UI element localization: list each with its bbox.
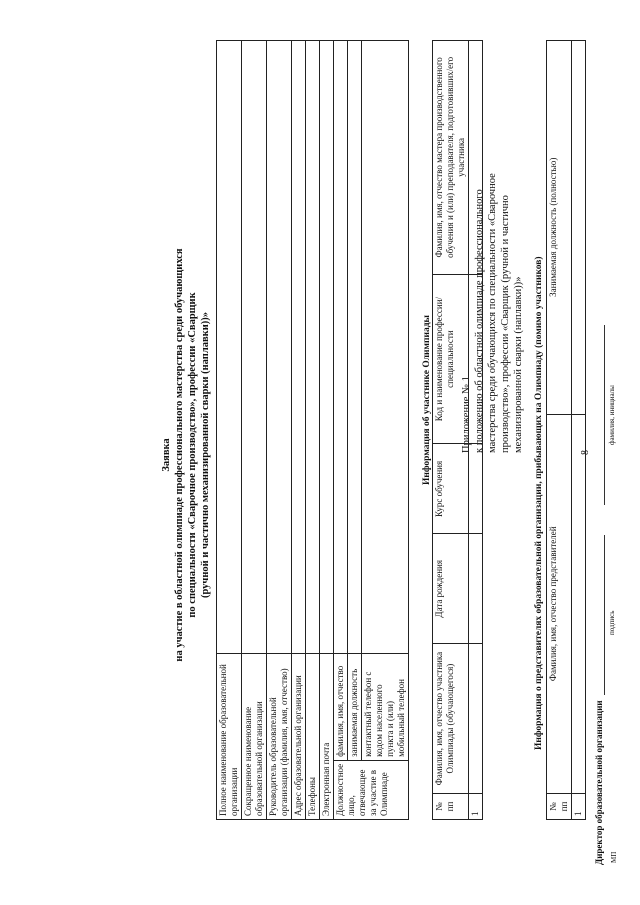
annex-line: производство», профессии «Сварщик (ручной и частично [500, 195, 511, 453]
signature-caption: подпись [608, 610, 616, 635]
annex-line: к положению об областной олимпиаде профессионального [474, 189, 485, 453]
participant-header-birth: Дата рождения [433, 534, 469, 644]
responsible-person-label: Должностное лицо, отвечающее за участие в Олимпиаде [334, 760, 409, 819]
org-full-name-field[interactable] [217, 41, 242, 654]
signature-line [604, 535, 605, 695]
participant-header-mentor: Фамилия, имя, отчество мастера производственного обучения и (или) преподавателя, подготовивших/его участника [433, 41, 469, 275]
reps-position-field[interactable] [572, 41, 586, 415]
reps-header-name: Фамилия, имя, отчество представителей [547, 414, 572, 794]
participant-header-specialty: Код и наименование профессии/специальности [433, 274, 469, 444]
org-short-name-field[interactable] [242, 41, 267, 654]
participant-row-num: 1 [469, 794, 483, 820]
responsible-name-label: фамилия, имя, отчество [334, 653, 348, 760]
annex-line: механизированной сварки (наплавки))» [513, 276, 524, 453]
representatives-table [546, 40, 586, 820]
participant-header-num: № пп [433, 794, 469, 820]
participant-header-name: Фамилия, имя, отчество участника Олимпиады (обучающегося) [433, 644, 469, 794]
org-email-field[interactable] [320, 41, 334, 654]
responsible-position-label: занимаемая должность [348, 653, 362, 760]
org-address-label: Адрес образовательной организации [292, 653, 306, 819]
name-caption: фамилия, инициалы [608, 385, 616, 445]
participant-name-field[interactable] [469, 644, 483, 794]
participant-table [432, 40, 483, 820]
org-phones-label: Телефоны [306, 653, 320, 819]
title-line: по специальности «Сварочное производство», профессии «Сварщик [187, 292, 198, 618]
stamp-label: МП [610, 851, 618, 863]
participant-birth-field[interactable] [469, 534, 483, 644]
annex-line: Приложение № 1 [461, 376, 472, 453]
reps-name-field[interactable] [572, 414, 586, 794]
responsible-position-field[interactable] [348, 41, 362, 654]
organization-table [216, 40, 409, 820]
org-address-field[interactable] [292, 41, 306, 654]
annex-line: мастерства среди обучающихся по специальности «Сварочное [487, 173, 498, 453]
org-full-name-label: Полное наименование образовательной организации [217, 653, 242, 819]
responsible-phone-label: контактный телефон с кодом населенного пункта и (или) мобильный телефон [362, 653, 409, 760]
org-phones-field[interactable] [306, 41, 320, 654]
participant-course-field[interactable] [469, 444, 483, 534]
org-short-name-label: Сокращенное наименование образовательной организации [242, 653, 267, 819]
director-label: Директор образовательной организации [594, 700, 604, 865]
participant-specialty-field[interactable] [469, 274, 483, 444]
reps-header-num: № пп [547, 794, 572, 820]
responsible-name-field[interactable] [334, 41, 348, 654]
form-title-block [160, 95, 212, 815]
org-head-label: Руководитель образовательной организации (фамилия, имя, отчество) [267, 653, 292, 819]
responsible-phone-field[interactable] [362, 41, 409, 654]
org-head-field[interactable] [267, 41, 292, 654]
application-form-sheet [20, 20, 620, 885]
page-number: 8 [580, 450, 591, 455]
reps-header-position: Занимаемая должность (полностью) [547, 41, 572, 415]
title-line: на участие в областной олимпиаде профессионального мастерства среди обучающихся [174, 248, 185, 662]
participant-mentor-field[interactable] [469, 41, 483, 275]
name-line [604, 325, 605, 505]
title-line: (ручной и частично механизированной сварки (наплавки))» [200, 311, 211, 599]
representatives-caption: Информация о представителях образовательной организации, прибывающих на Олимпиаду (помимо участников) [534, 256, 544, 750]
reps-row-num: 1 [572, 794, 586, 820]
org-email-label: Электронная почта [320, 653, 334, 819]
participant-caption: Информация об участнике Олимпиады [422, 315, 432, 485]
title-line: Заявка [161, 438, 172, 472]
participant-header-course: Курс обучения [433, 444, 469, 534]
